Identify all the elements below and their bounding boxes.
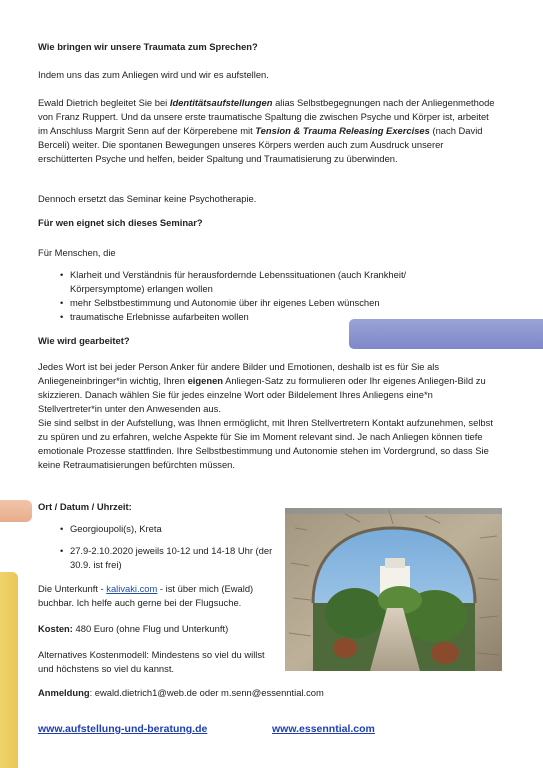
details-list bbox=[38, 522, 278, 572]
heading-traumata: Wie bringen wir unsere Traumata zum Sprechen? bbox=[38, 41, 258, 52]
paragraph-method bbox=[38, 96, 498, 166]
list-item: • traumatische Erlebnisse aufarbeiten wollen bbox=[38, 310, 468, 324]
para1-text-1: Ewald Dietrich begleitet Sie bei bbox=[38, 97, 170, 108]
list-item: • 27.9-2.10.2020 jeweils 10-12 und 14-18 Uhr (der 30.9. ist frei) bbox=[38, 544, 278, 572]
psychotherapy-note: Dennoch ersetzt das Seminar keine Psychotherapie. bbox=[38, 193, 257, 204]
audience-list bbox=[38, 268, 468, 324]
registration-label: Anmeldung bbox=[38, 687, 90, 698]
list-item: • mehr Selbstbestimmung und Autonomie über ihr eigenes Leben wünschen bbox=[38, 296, 468, 310]
para1-text-3: (nach David Berceli) weiter. Die spontanen Bewegungen unseres Körpers werden auch zum Ausdruck unserer erschütterten Psyche und helfen, beider Spaltung und Traumatisierung zu überwinden. bbox=[38, 125, 483, 164]
costs-line bbox=[38, 622, 278, 636]
heading-audience: Für wen eignet sich dieses Seminar? bbox=[38, 217, 203, 228]
footer-link-essenntial[interactable]: www.essenntial.com bbox=[272, 723, 375, 735]
tre-emphasis: Tension & Trauma Releasing Exercises bbox=[255, 125, 430, 136]
paragraph-work bbox=[38, 360, 498, 416]
footer-link-aufstellung[interactable]: www.aufstellung-und-beratung.de bbox=[38, 723, 208, 735]
paragraph-self: Sie sind selbst in der Aufstellung, was Ihnen ermöglicht, mit Ihren Stellvertretern Kontakt aufzunehmen, selbst zu spüren und zu erfahren, welche Aspekte für Sie im Moment relevant sind. Je nach Anliegen können tiefe emotionale Prozesse stattfinden. Ihre Selbstbestimmung und Autonomie stehen im Vordergrund, so dass Sie keine Retraumatisierungen befürchten müssen. bbox=[38, 417, 493, 470]
registration-line bbox=[38, 686, 458, 700]
decorative-tab-yellow bbox=[0, 572, 18, 768]
decorative-tab-peach bbox=[0, 500, 32, 522]
list-item: • Klarheit und Verständnis für herausfordernde Lebenssituationen (auch Krankheit/ Körpersymptome) erlangen wollen bbox=[38, 268, 468, 296]
heading-how: Wie wird gearbeitet? bbox=[38, 335, 130, 346]
heading-details: Ort / Datum / Uhrzeit: bbox=[38, 501, 132, 512]
registration-value[interactable]: : ewald.dietrich1@web.de oder m.senn@essenntial.com bbox=[89, 687, 324, 698]
list-item: • Georgioupoli(s), Kreta bbox=[38, 522, 278, 536]
alternative-costs: Alternatives Kostenmodell: Mindestens so viel du willst und höchstens so viel du kannst. bbox=[38, 649, 265, 674]
accommodation-text-1: Die Unterkunft - bbox=[38, 583, 107, 594]
audience-intro: Für Menschen, die bbox=[38, 247, 116, 258]
para1-text-2: alias Selbstbegegnungen nach der Anliegenmethode von Franz Ruppert. Und da unsere erste traumatische Spaltung die zwischen Psyche und Körper ist, arbeitet im Anschluss Margrit Senn auf der Körperebene mit bbox=[38, 97, 495, 136]
costs-value: 480 Euro (ohne Flug und Unterkunft) bbox=[72, 623, 229, 634]
para3-text-2: Anliegen-Satz zu formulieren oder Ihr eigenes Anliegen-Bild zu skizzieren. Danach wählen Sie für jedes einzelne Wort oder Bildelement Ihres Anliegens eine*n Stellvertreter*in unter den Anwesenden aus. bbox=[38, 375, 486, 414]
intro-text: Indem uns das zum Anliegen wird und wir es aufstellen. bbox=[38, 69, 269, 80]
stone-arch-illustration bbox=[285, 508, 502, 671]
costs-label: Kosten: bbox=[38, 623, 73, 634]
accommodation-text bbox=[38, 582, 276, 610]
kalivaki-link[interactable]: kalivaki.com bbox=[106, 583, 158, 594]
stone-arch-photo bbox=[285, 508, 502, 671]
identitaetsaufstellungen-emphasis: Identitätsaufstellungen bbox=[169, 97, 273, 108]
para3-text-1: Jedes Wort ist bei jeder Person Anker für andere Bilder und Emotionen, deshalb ist es für Sie als Anliegeneinbringer*in wichtig, Ihren bbox=[38, 361, 440, 386]
eigenen-emphasis: eigenen bbox=[187, 375, 224, 386]
accommodation-text-2: - ist über mich (Ewald) buchbar. Ich helfe auch gerne bei der Flugsuche. bbox=[38, 583, 254, 608]
